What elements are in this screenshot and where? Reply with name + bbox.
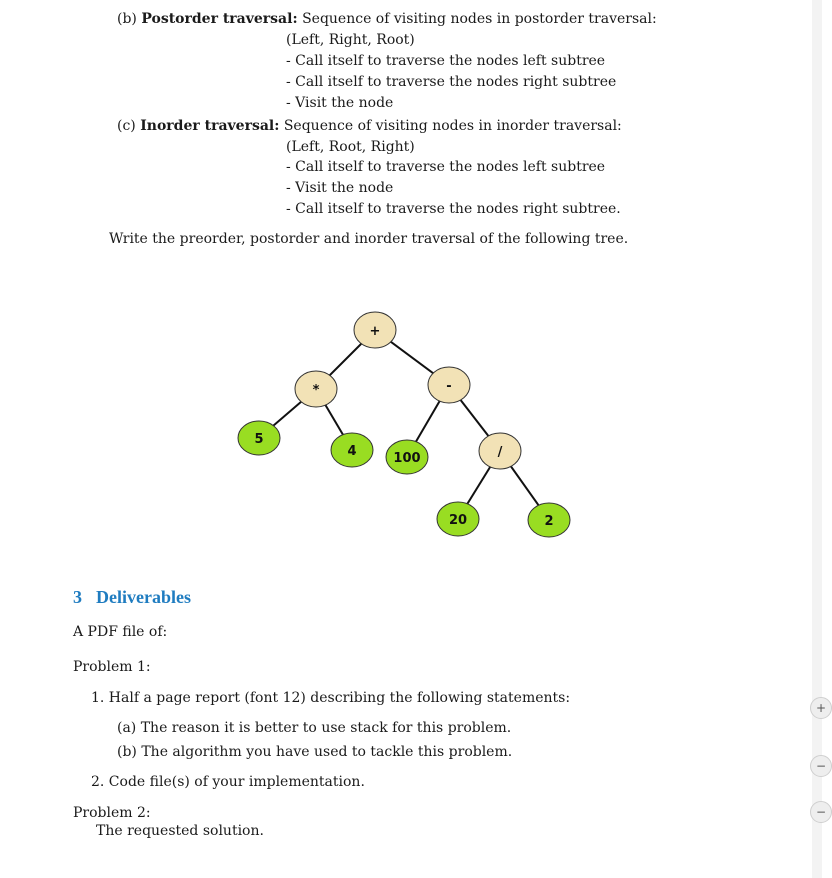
tree-node-label: / [497,445,503,460]
inorder-order: (Left, Root, Right) [286,139,415,155]
zoom-out-button[interactable]: − [810,755,832,777]
zoom-in-button[interactable]: + [810,697,832,719]
problem1-sub-b: (b) The algorithm you have used to tackle this problem. [117,744,513,760]
deliverables-intro: A PDF file of: [73,624,168,640]
postorder-order: (Left, Right, Root) [286,32,415,48]
postorder-title: Postorder traversal: [141,11,298,27]
postorder-step: - Visit the node [286,95,394,111]
problem2-text: The requested solution. [96,823,264,839]
postorder-heading [117,11,657,28]
tree-node-hundred [386,440,428,474]
tree-node-label: * [312,383,320,398]
tree-node-root [354,312,396,348]
collapse-button[interactable]: − [810,801,832,823]
problem1-item1: 1. Half a page report (font 12) describing the following statements: [91,690,571,706]
problem2-label: Problem 2: [73,805,151,821]
tree-node-label: 2 [544,514,554,529]
inorder-label: (c) [117,118,136,134]
tree-svg [0,300,620,550]
tree-node-five [238,421,280,455]
scrollbar[interactable] [812,0,822,878]
section-title: Deliverables [96,587,191,607]
problem1-sub-a: (a) The reason it is better to use stack for this problem. [117,720,512,736]
tree-node-mul [295,371,337,407]
tree-node-two [528,503,570,537]
postorder-step: - Call itself to traverse the nodes right subtree [286,74,617,90]
inorder-step: - Call itself to traverse the nodes right subtree. [286,201,621,217]
deliverables-heading [73,587,191,608]
tree-node-label: 100 [393,451,421,466]
inorder-step: - Call itself to traverse the nodes left subtree [286,159,606,175]
tree-node-minus [428,367,470,403]
inorder-title: Inorder traversal: [140,118,280,134]
inorder-step: - Visit the node [286,180,394,196]
postorder-step: - Call itself to traverse the nodes left subtree [286,53,606,69]
inorder-heading [117,118,622,135]
tree-node-label: 20 [448,513,468,528]
tree-node-div [479,433,521,469]
expression-tree [0,300,620,554]
tree-node-label: 4 [347,444,357,459]
tree-node-label: 5 [254,432,264,447]
tree-node-label: - [446,379,452,394]
instruction-text: Write the preorder, postorder and inorder traversal of the following tree. [109,231,629,247]
section-number: 3 [73,587,82,607]
postorder-label: (b) [117,11,137,27]
tree-node-label: + [369,324,381,339]
tree-node-twenty [437,502,479,536]
problem1-label: Problem 1: [73,659,151,675]
postorder-desc: Sequence of visiting nodes in postorder traversal: [302,11,657,27]
inorder-desc: Sequence of visiting nodes in inorder traversal: [283,118,622,134]
problem1-item2: 2. Code file(s) of your implementation. [91,774,365,790]
tree-node-four [331,433,373,467]
